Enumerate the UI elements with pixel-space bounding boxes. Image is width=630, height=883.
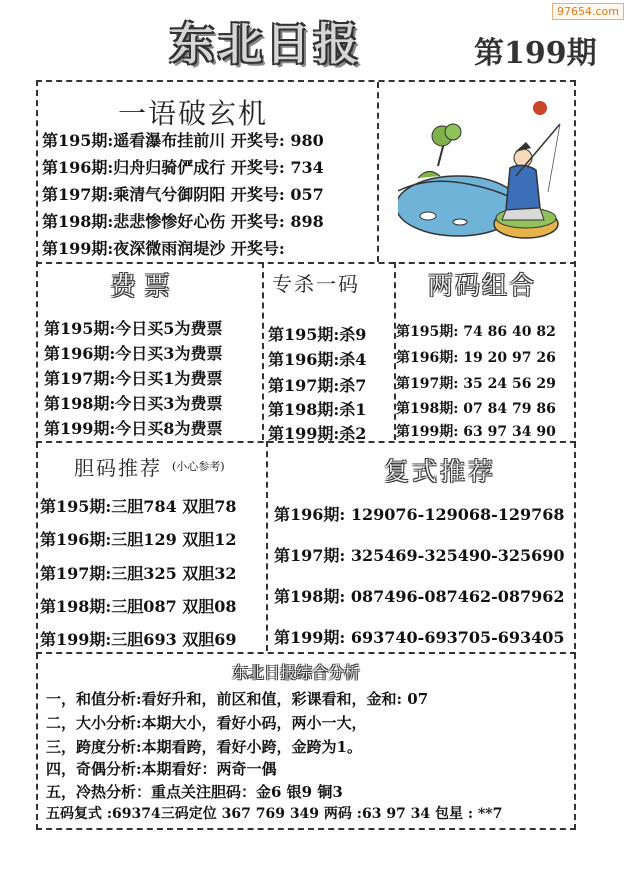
kill-row: 第195期:杀9 <box>268 325 367 344</box>
riddle-row: 第196期:归舟归骑俨成行 开奖号: 734 <box>42 158 324 177</box>
fei-row: 第199期:今日买8为费票 <box>44 419 223 438</box>
riddle-row: 第199期:夜深微雨润堤沙 开奖号: <box>42 239 285 258</box>
analysis-row: 四，奇偶分析:本期看好：两奇一偶 <box>46 760 277 778</box>
fei-row: 第197期:今日买1为费票 <box>44 369 223 388</box>
dan-row: 第197期:三胆325 双胆32 <box>40 564 237 583</box>
fei-row: 第195期:今日买5为费票 <box>44 319 223 338</box>
kill-row: 第199期:杀2 <box>268 424 367 443</box>
dan-row: 第198期:三胆087 双胆08 <box>40 597 237 616</box>
analysis-title: 东北日报综合分析 <box>232 663 361 682</box>
combo-title: 两码组合 <box>428 271 537 300</box>
combo-row: 第195期: 74 86 40 82 <box>396 324 556 340</box>
kill-row: 第198期:杀1 <box>268 400 367 419</box>
fushi-row: 第199期: 693740-693705-693405 <box>274 628 565 647</box>
analysis-row: 二，大小分析:本期大小，看好小码，两小一大， <box>46 714 367 732</box>
fushi-row: 第198期: 087496-087462-087962 <box>274 587 565 606</box>
dan-row: 第195期:三胆784 双胆78 <box>40 497 237 516</box>
section-divider <box>36 441 576 443</box>
newspaper-title: 东北日报 <box>170 19 362 70</box>
analysis-footer: 五码复式 :69374三码定位 367 769 349 两码 :63 97 34 包星 : **7 <box>46 806 503 822</box>
issue-number: 第199期 <box>474 36 597 71</box>
analysis-row: 一，和值分析:看好升和，前区和值，彩课看和，金和: 07 <box>46 690 429 708</box>
fisherman-illustration <box>398 96 568 256</box>
riddle-title: 一语破玄机 <box>118 97 269 130</box>
riddle-row: 第198期:悲悲惨惨好心伤 开奖号: 898 <box>42 212 324 231</box>
fushi-title: 复式推荐 <box>384 457 497 486</box>
riddle-row: 第195期:遥看瀑布挂前川 开奖号: 980 <box>42 131 324 150</box>
kill-row: 第196期:杀4 <box>268 350 367 369</box>
fei-divider <box>262 262 264 440</box>
fei-title: 费票 <box>110 272 179 302</box>
sun-icon <box>533 101 547 115</box>
fushi-row: 第196期: 129076-129068-129768 <box>274 505 565 524</box>
section-divider <box>36 652 576 654</box>
kill-title: 专杀一码 <box>272 272 360 296</box>
section-divider <box>36 262 576 264</box>
kill-row: 第197期:杀7 <box>268 376 367 395</box>
riddle-divider <box>377 82 379 262</box>
site-watermark: 97654.com <box>552 3 624 20</box>
combo-row: 第198期: 07 84 79 86 <box>396 401 556 417</box>
combo-row: 第197期: 35 24 56 29 <box>396 376 556 392</box>
analysis-row: 三，跨度分析:本期看跨，看好小跨，金跨为1。 <box>46 738 362 756</box>
dan-divider <box>266 441 268 651</box>
combo-row: 第196期: 19 20 97 26 <box>396 350 556 366</box>
fushi-row: 第197期: 325469-325490-325690 <box>274 546 565 565</box>
dan-note: (小心参考) <box>172 460 225 473</box>
combo-row: 第199期: 63 97 34 90 <box>396 424 556 440</box>
fei-row: 第196期:今日买3为费票 <box>44 344 223 363</box>
fei-row: 第198期:今日买3为费票 <box>44 394 223 413</box>
analysis-row: 五，冷热分析：重点关注胆码：金6 银9 铜3 <box>46 783 343 801</box>
riddle-row: 第197期:乘清气兮御阴阳 开奖号: 057 <box>42 185 324 204</box>
dan-row: 第196期:三胆129 双胆12 <box>40 530 237 549</box>
dan-title: 胆码推荐 <box>74 456 162 480</box>
dan-row: 第199期:三胆693 双胆69 <box>40 630 237 649</box>
